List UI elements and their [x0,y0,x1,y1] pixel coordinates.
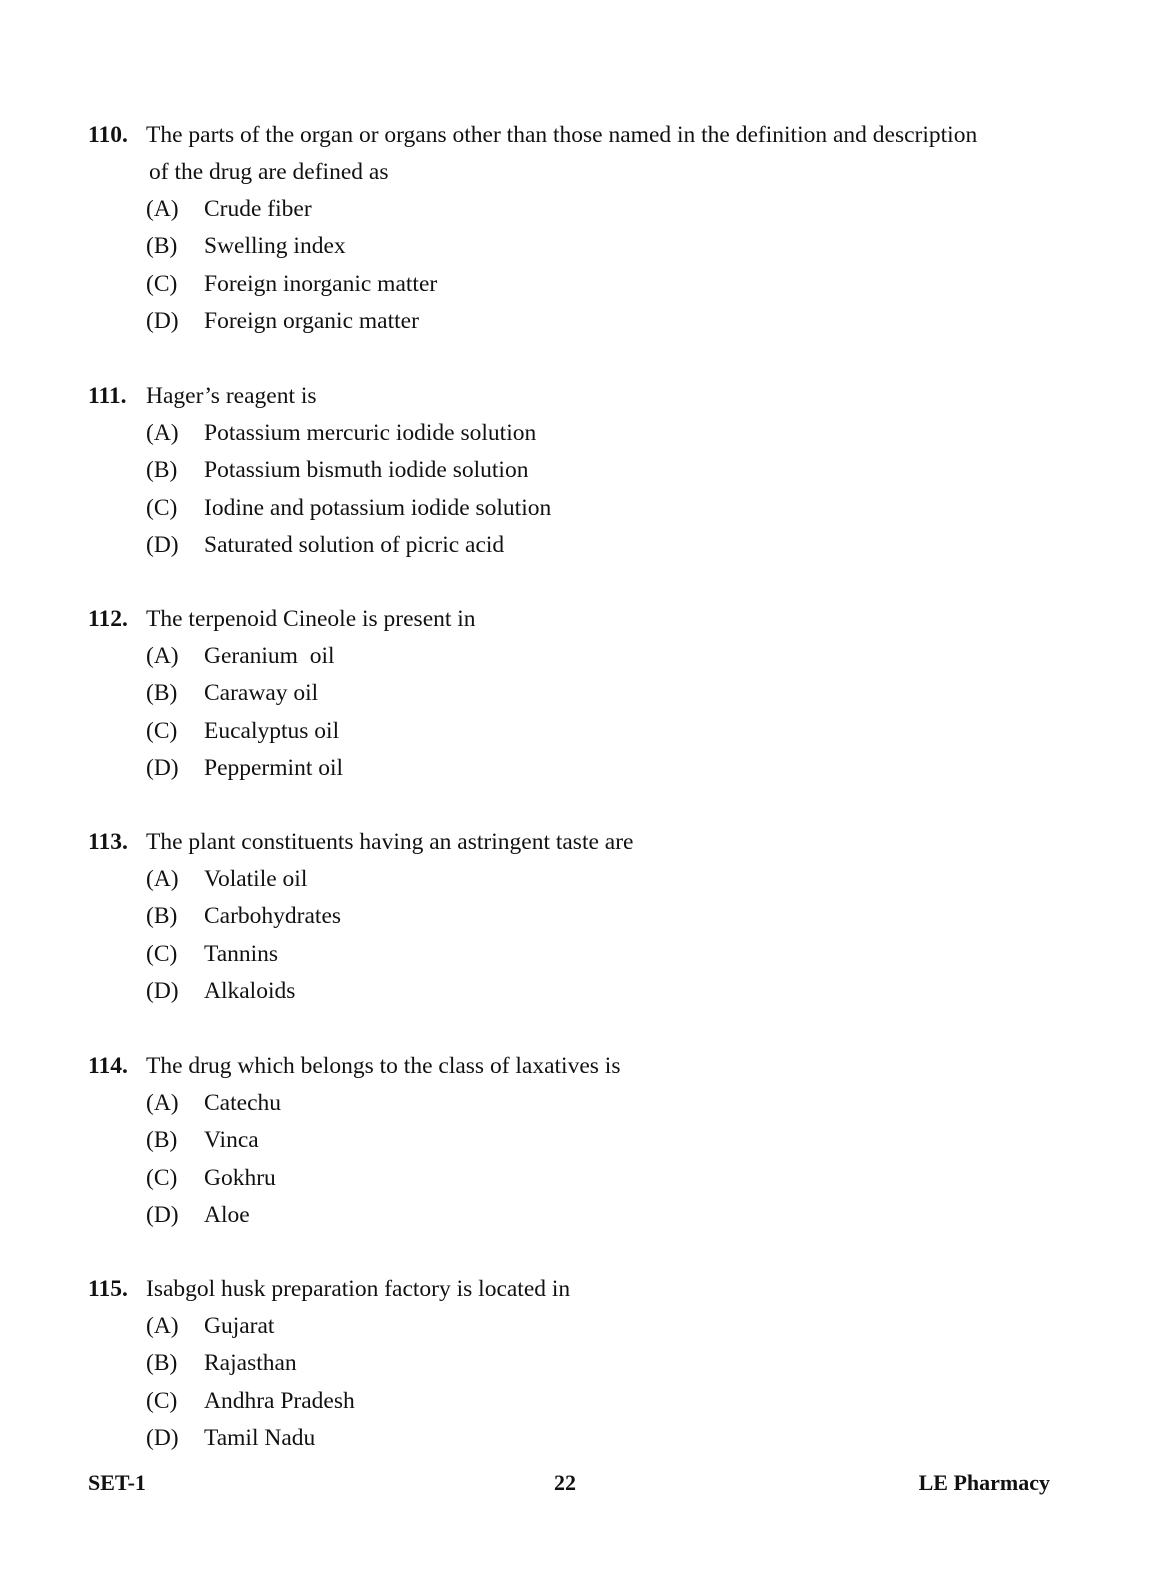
page-number: 22 [554,1470,576,1495]
option-letter: (B) [146,1350,178,1377]
option-c [146,713,1048,750]
option-text: Peppermint oil [204,754,344,781]
question-text: Isabgol husk preparation factory is located in [146,1276,571,1302]
question-114 [88,1048,1048,1234]
question-number: 111. [88,383,127,409]
option-text: Rajasthan [204,1350,297,1377]
option-text: Crude fiber [204,196,312,222]
option-list [88,638,1048,787]
option-a [146,1085,1048,1122]
question-110 [88,117,1048,340]
option-letter: (B) [146,680,178,707]
option-letter: (C) [146,1387,178,1414]
option-c [146,490,1048,527]
option-letter: (A) [146,196,179,222]
option-list [88,191,1048,340]
option-letter: (A) [146,420,179,446]
option-text: Potassium bismuth iodide solution [204,457,529,484]
question-text: The drug which belongs to the class of laxatives is [146,1053,621,1079]
question-number: 113. [88,829,128,855]
option-d [146,527,1048,564]
option-text: Potassium mercuric iodide solution [204,420,537,446]
option-b [146,1345,1048,1382]
option-letter: (A) [146,866,179,892]
question-text-continued: of the drug are defined as [149,159,389,185]
option-letter: (D) [146,531,179,558]
option-text: Gujarat [204,1313,275,1339]
option-letter: (B) [146,1127,178,1154]
question-number: 115. [88,1276,128,1302]
option-text: Catechu [204,1090,281,1116]
question-text: Hager’s reagent is [146,383,317,409]
option-c [146,936,1048,973]
option-list [88,1085,1048,1234]
question-number: 114. [88,1053,128,1079]
set-label: SET-1 [88,1470,146,1495]
option-b [146,452,1048,489]
option-b [146,675,1048,712]
option-letter: (B) [146,903,178,930]
option-letter: (A) [146,1313,179,1339]
option-d [146,973,1048,1010]
option-text: Foreign organic matter [204,307,419,334]
option-letter: (C) [146,270,178,297]
option-text: Tannins [204,940,279,967]
option-d [146,1420,1048,1457]
option-text: Caraway oil [204,680,319,707]
option-a [146,861,1048,898]
option-text: Geranium oil [204,643,335,669]
question-115 [88,1271,1048,1457]
question-111 [88,378,1048,564]
option-a [146,1308,1048,1345]
option-text: Tamil Nadu [204,1424,316,1451]
option-text: Saturated solution of picric acid [204,531,505,558]
option-letter: (D) [146,307,179,334]
option-c [146,1383,1048,1420]
option-letter: (B) [146,233,178,260]
option-letter: (A) [146,1090,179,1116]
question-text: The terpenoid Cineole is present in [146,606,476,632]
question-112 [88,601,1048,787]
option-a [146,415,1048,452]
option-list [88,1308,1048,1457]
option-text: Swelling index [204,233,346,260]
option-letter: (C) [146,1164,178,1191]
question-number: 112. [88,606,128,632]
option-letter: (C) [146,494,178,521]
option-list [88,861,1048,1010]
option-list [88,415,1048,564]
option-text: Volatile oil [204,866,308,892]
option-letter: (B) [146,457,178,484]
option-d [146,1197,1048,1234]
option-letter: (A) [146,643,179,669]
question-text: The plant constituents having an astringent taste are [146,829,634,855]
option-letter: (C) [146,717,178,744]
option-a [146,638,1048,675]
option-letter: (D) [146,754,179,781]
option-letter: (D) [146,977,179,1004]
page-footer [88,1470,1050,1502]
option-b [146,898,1048,935]
option-text: Iodine and potassium iodide solution [204,494,552,521]
option-b [146,228,1048,265]
option-text: Andhra Pradesh [204,1387,355,1414]
option-letter: (D) [146,1424,179,1451]
option-b [146,1122,1048,1159]
option-text: Foreign inorganic matter [204,270,438,297]
option-text: Eucalyptus oil [204,717,340,744]
question-text: The parts of the organ or organs other than those named in the definition and description [146,122,978,148]
option-a [146,191,1048,228]
option-text: Aloe [204,1201,250,1228]
question-number: 110. [88,122,128,148]
option-text: Carbohydrates [204,903,342,930]
option-d [146,303,1048,340]
option-text: Vinca [204,1127,259,1154]
option-d [146,750,1048,787]
option-letter: (C) [146,940,178,967]
subject-label: LE Pharmacy [918,1470,1050,1495]
option-c [146,1160,1048,1197]
question-113 [88,824,1048,1010]
option-c [146,266,1048,303]
option-text: Alkaloids [204,977,296,1004]
option-text: Gokhru [204,1164,276,1191]
option-letter: (D) [146,1201,179,1228]
